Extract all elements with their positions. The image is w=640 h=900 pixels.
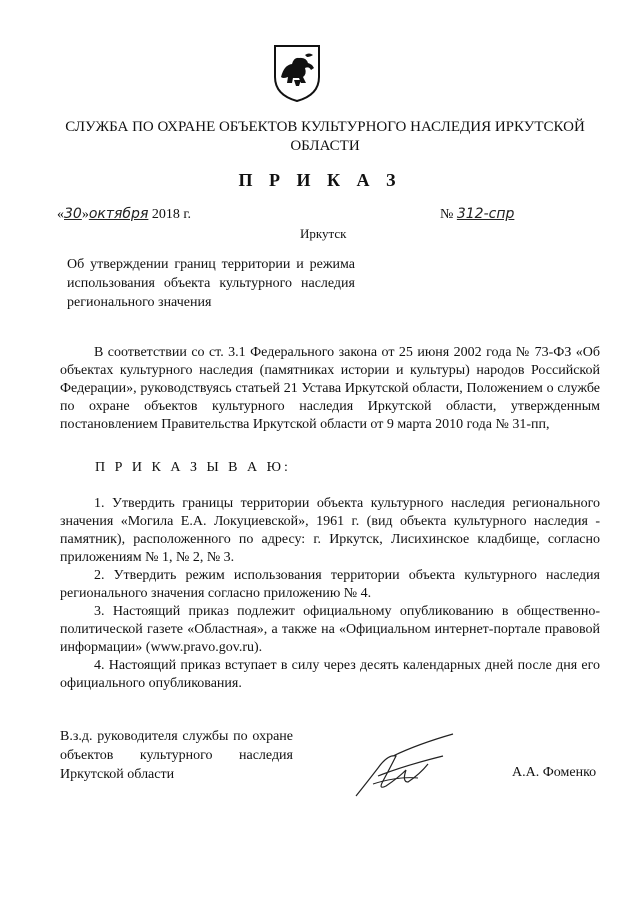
date-open-quote: « (57, 207, 64, 222)
document-date (57, 206, 191, 223)
document-number (440, 206, 514, 223)
order-item: 3. Настоящий приказ подлежит официальному опубликованию в общественно-политической газете «Областная», а также на «Официальном интернет-портале правовой информации» (www.pravo.gov.ru). (60, 604, 600, 655)
order-item: 4. Настоящий приказ вступает в силу через десять календарных дней после дня его официального опубликования. (60, 658, 600, 691)
order-item: 2. Утвердить режим использования территории объекта культурного наследия регионального значения согласно приложению № 4. (60, 568, 600, 601)
date-year: 2018 г. (151, 207, 192, 222)
preamble-paragraph: В соответствии со ст. 3.1 Федерального закона от 25 июня 2002 года № 73-ФЗ «Об объектах культурного наследия (памятниках истории и культуры) народов Российской Федерации», руководствуясь статьей 21 Устава Иркутской области, Положением о службе по охране объектов культурного наследия Иркутской области, утвержденным постановлением Правительства Иркутской области от 9 марта 2010 года № 31-пп, (60, 345, 600, 432)
number-prefix: № (440, 207, 454, 222)
date-day: 30 (64, 206, 82, 222)
irkutsk-coat-of-arms-icon (272, 43, 322, 103)
document-subject: Об утверждении границ территории и режима использования объекта культурного наследия регионального значения (67, 257, 355, 310)
date-month: октября (88, 206, 149, 222)
handwritten-signature-icon (348, 726, 458, 801)
order-item: 1. Утвердить границы территории объекта культурного наследия регионального значения «Могила Е.А. Локуциевской», 1961 г. (вид объекта культурного наследия - памятник), расположенного по адресу: г. Иркутск, Лисихинское кладбище, согласно приложениям № 1, № 2, № 3. (60, 496, 600, 565)
organization-name: СЛУЖБА ПО ОХРАНЕ ОБЪЕКТОВ КУЛЬТУРНОГО НАСЛЕДИЯ ИРКУТСКОЙ ОБЛАСТИ (65, 119, 585, 154)
order-heading: П Р И К А З Ы В А Ю: (95, 460, 291, 475)
document-title: П Р И К А З (238, 170, 402, 190)
document-city: Иркутск (300, 226, 347, 241)
date-close-quote: » (81, 207, 89, 222)
number-value: 312-спр (456, 206, 515, 222)
order-items (60, 495, 600, 693)
signatory-name: А.А. Фоменко (512, 765, 597, 780)
signatory-role: В.з.д. руководителя службы по охране объектов культурного наследия Иркутской области (60, 729, 293, 782)
